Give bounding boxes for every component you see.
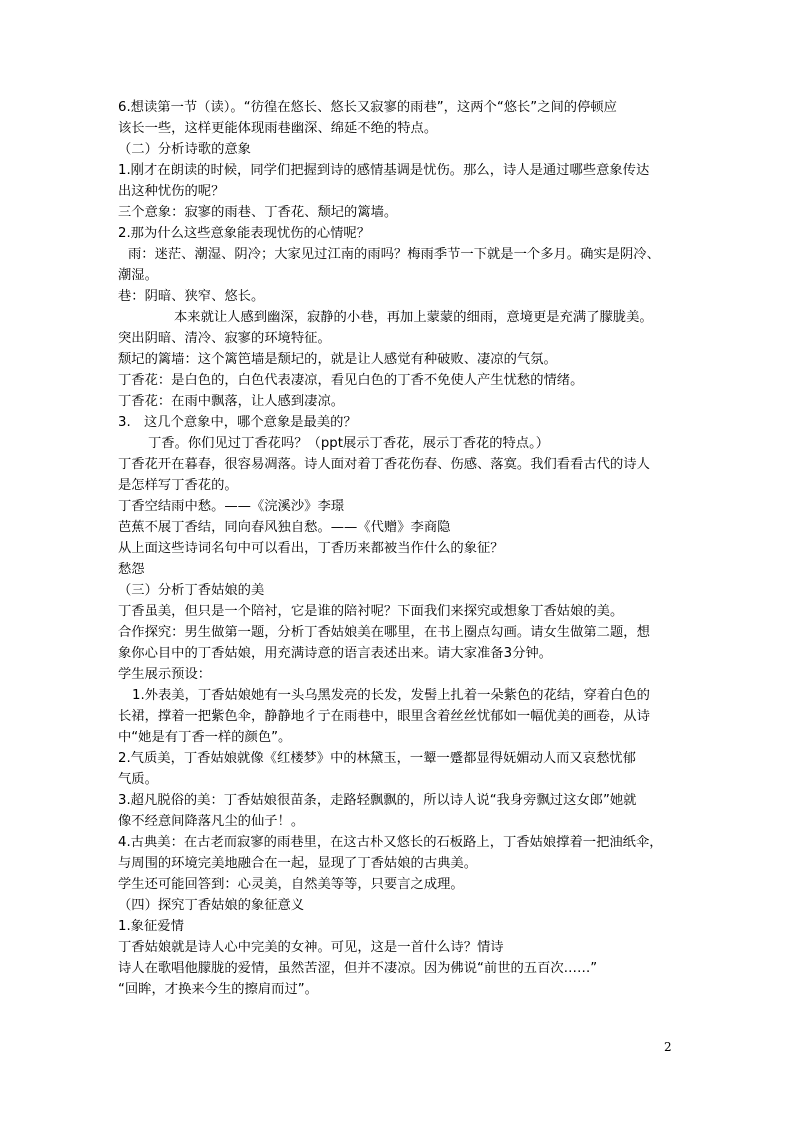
text-line: 丁香姑娘就是诗人心中完美的女神。可见，这是一首什么诗？情诗 [118,940,504,955]
poem-quote: 芭蕉不展丁香结，同向春风独自愁。——《代赠》李商隐 [118,520,451,535]
text-line: 学生还可能回答到：心灵美，自然美等等，只要言之成理。 [118,877,464,892]
text-line: 长裙，撑着一把紫色伞，静静地彳亍在雨巷中，眼里含着丝丝忧郁如一幅优美的画卷，从诗 [118,709,650,724]
text-line: 丁香花开在暮春，很容易凋落。诗人面对着丁香花伤春、伤感、落寞。我们看看古代的诗人 [118,457,650,472]
text-line: “回眸，才换来今生的擦肩而过”。 [118,982,318,997]
text-line: 是怎样写丁香花的。 [118,478,238,493]
text-line: 3.超凡脱俗的美：丁香姑娘很苗条，走路轻飘飘的，所以诗人说“我身旁飘过这女郎”她就 [118,793,637,808]
text-line: 该长一些，这样更能体现雨巷幽深、绵延不绝的特点。 [118,121,438,136]
text-line: 6.想读第一节（读）。“彷徨在悠长、悠长又寂寥的雨巷”，这两个“悠长”之间的停顿应 [118,100,617,115]
text-line: 丁香虽美，但只是一个陪衬，它是谁的陪衬呢？下面我们来探究或想象丁香姑娘的美。 [118,604,624,619]
text-line: 诗人在歌唱他朦胧的爱情，虽然苦涩，但并不凄凉。因为佛说“前世的五百次……” [118,961,598,976]
text-line: 愁怨 [118,562,145,577]
text-line: 颓圮的篱墙：这个篱笆墙是颓圮的，就是让人感觉有种破败、凄凉的气氛。 [118,352,557,367]
text-line: 从上面这些诗词名句中可以看出，丁香历来都被当作什么的象征？ [118,541,504,556]
page-number: 2 [664,1040,672,1054]
text-line: 1.象征爱情 [118,919,184,934]
text-line: 丁香。你们见过丁香花吗？（ppt展示丁香花，展示丁香花的特点。） [148,436,550,451]
text-line: 雨：迷茫、潮湿、阴冷；大家见过江南的雨吗？梅雨季节一下就是一个多月。确实是阴冷、 [128,247,660,262]
text-line: 合作探究：男生做第一题，分析丁香姑娘美在哪里，在书上圈点勾画。请女生做第二题，想 [118,625,650,640]
section-heading: （二）分析诗歌的意象 [118,142,251,157]
text-line: 3. 这几个意象中，哪个意象是最美的？ [118,415,357,430]
text-line: 2.气质美，丁香姑娘就像《红楼梦》中的林黛玉，一颦一蹙都显得妩媚动人而又哀愁忧郁 [118,751,636,766]
section-heading: （三）分析丁香姑娘的美 [118,583,265,598]
text-line: 像不经意间降落凡尘的仙子！。 [118,814,305,829]
text-line: 4.古典美：在古老而寂寥的雨巷里，在这古朴又悠长的石板路上，丁香姑娘撑着一把油纸伞， [118,835,663,850]
text-line: 出这种忧伤的呢？ [118,184,225,199]
document-body [118,97,678,1000]
text-line: 2.那为什么这些意象能表现忧伤的心情呢？ [118,226,371,241]
text-line: 潮湿。 [118,268,158,283]
text-line: 巷：阴暗、狭窄、悠长。 [118,289,265,304]
text-line: 学生展示预设： [118,667,212,682]
text-line: 本来就让人感到幽深，寂静的小巷，再加上蒙蒙的细雨，意境更是充满了朦胧美。 [174,310,653,325]
text-line: 1.刚才在朗读的时候，同学们把握到诗的感情基调是忧伤。那么，诗人是通过哪些意象传达 [118,163,650,178]
section-heading: （四）探究丁香姑娘的象征意义 [118,898,305,913]
text-line: 气质。 [118,772,158,787]
text-line: 丁香花：在雨中飘落，让人感到凄凉。 [118,394,345,409]
text-line: 与周围的环境完美地融合在一起，显现了丁香姑娘的古典美。 [118,856,478,871]
text-line: 突出阴暗、清冷、寂寥的环境特征。 [118,331,331,346]
text-line: 1.外表美，丁香姑娘她有一头乌黑发亮的长发，发髻上扎着一朵紫色的花结，穿着白色的 [132,688,650,703]
text-line: 中“她是有丁香一样的颜色”。 [118,730,292,745]
text-line: 象你心目中的丁香姑娘，用充满诗意的语言表述出来。请大家准备3分钟。 [118,646,552,661]
poem-quote: 丁香空结雨中愁。——《浣溪沙》李璟 [118,499,345,514]
text-line: 丁香花：是白色的，白色代表凄凉，看见白色的丁香不免使人产生忧愁的情绪。 [118,373,584,388]
text-line: 三个意象：寂寥的雨巷、丁香花、颓圮的篱墙。 [118,205,398,220]
